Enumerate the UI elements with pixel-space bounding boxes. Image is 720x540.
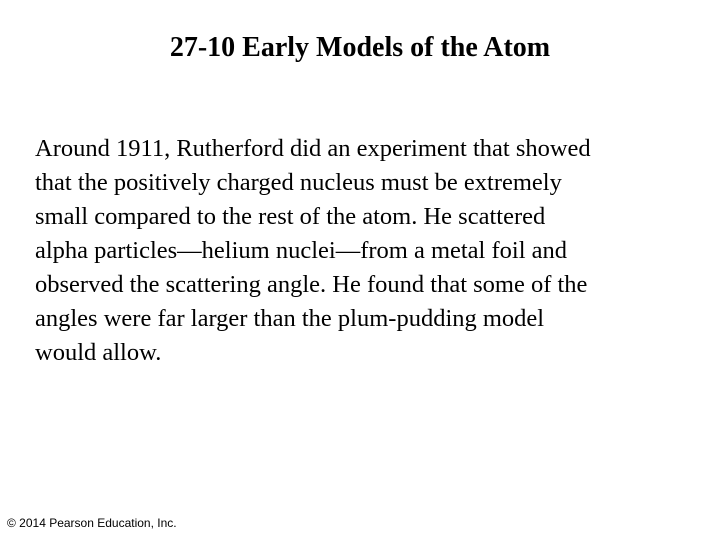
copyright-notice: © 2014 Pearson Education, Inc. xyxy=(7,516,177,530)
body-line: would allow. xyxy=(35,339,162,366)
body-line: that the positively charged nucleus must be extremely xyxy=(35,169,562,196)
slide-body-text xyxy=(35,132,685,370)
body-line: observed the scattering angle. He found that some of the xyxy=(35,271,588,298)
slide-title: 27-10 Early Models of the Atom xyxy=(169,32,551,63)
body-line: angles were far larger than the plum-pudding model xyxy=(35,305,545,332)
body-line: Around 1911, Rutherford did an experiment that showed xyxy=(35,135,591,162)
body-line: small compared to the rest of the atom. He scattered xyxy=(35,203,546,230)
body-line: alpha particles—helium nuclei—from a metal foil and xyxy=(35,237,568,264)
